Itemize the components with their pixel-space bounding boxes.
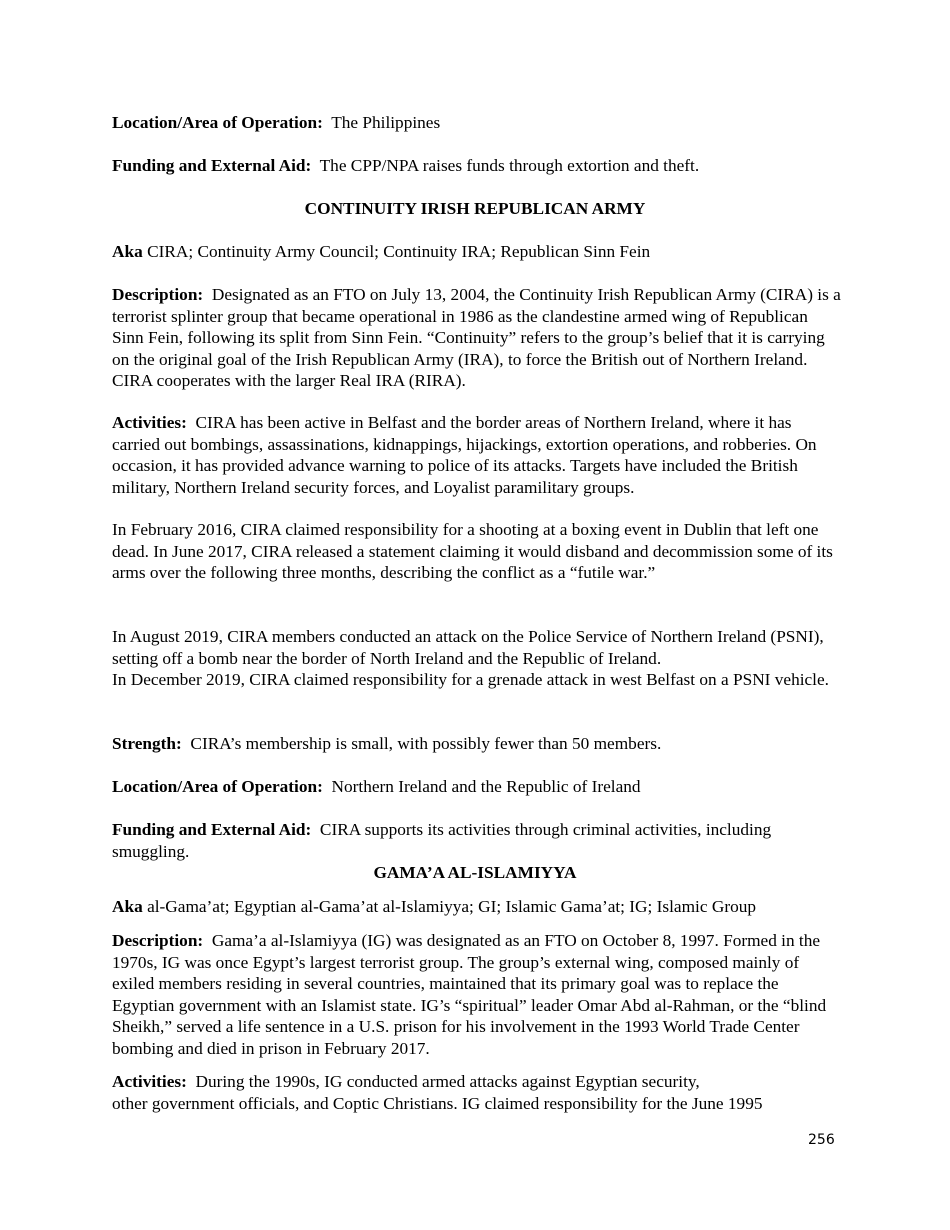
paragraph-label: Description: (112, 285, 204, 304)
paragraph-label: Activities: (112, 1072, 187, 1091)
paragraph-text: The Philippines (331, 113, 441, 132)
paragraph-text: Gama’a al-Islamiyya (IG) was designated as an FTO on October 8, 1997. Formed in the 1970s, IG was once Egypt’s largest terrorist group. The group’s external wing, composed mainly of exiled members residing in several countries, maintained that its primary goal was to replace the Egyptian government with an Islamist state. IG’s “spiritual” leader Omar Abd al-Rahman, or the “blind Sheikh,” served a life sentence in a U.S. prison for his involvement in the 1993 World Trade Center bombing and died in prison in February 2017. (112, 931, 827, 1058)
paragraph-label: Activities: (112, 413, 187, 432)
paragraph-line: In December 2019, CIRA claimed responsibility for a grenade attack in west Belfast on a PSNI vehicle. (112, 670, 829, 689)
description-paragraph-cira (112, 284, 842, 392)
location-paragraph-cira (112, 776, 842, 798)
strength-paragraph-cira (112, 733, 842, 755)
paragraph-text: Designated as an FTO on July 13, 2004, the Continuity Irish Republican Army (CIRA) is a terrorist splinter group that became operational in 1986 as the clandestine armed wing of Republican Sinn Fein, following its split from Sinn Fein. “Continuity” refers to the group’s belief that it is carrying on the original goal of the Irish Republican Army (IRA), to force the British out of Northern Ireland. CIRA cooperates with the larger Real IRA (RIRA). (112, 285, 841, 390)
funding-paragraph-cpp (112, 155, 842, 177)
paragraph-label: Funding and External Aid: (112, 820, 312, 839)
paragraph-text: CIRA supports its activities through criminal activities, including smuggling. (112, 820, 772, 861)
paragraph-label: Location/Area of Operation: (112, 113, 323, 132)
paragraph-label: Aka (112, 897, 143, 916)
paragraph-line: other government officials, and Coptic Christians. IG claimed responsibility for the June 1995 (112, 1093, 763, 1113)
aka-paragraph-ig (112, 896, 842, 918)
paragraph-text: Northern Ireland and the Republic of Ireland (331, 777, 641, 796)
description-paragraph-ig (112, 930, 842, 1059)
paragraph-label: Description: (112, 931, 204, 950)
page-number: 256 (808, 1132, 835, 1148)
paragraph-text: The CPP/NPA raises funds through extortion and theft. (319, 156, 700, 175)
activities-paragraph-cira (112, 412, 842, 498)
aka-paragraph-cira (112, 241, 842, 263)
paragraph-label: Strength: (112, 734, 182, 753)
section-heading-ig: GAMA’A AL-ISLAMIYYA (373, 863, 577, 882)
paragraph-label: Funding and External Aid: (112, 156, 312, 175)
attacks-paragraph-cira (112, 626, 842, 691)
location-paragraph-cpp (112, 112, 842, 134)
section-heading-cira: CONTINUITY IRISH REPUBLICAN ARMY (304, 199, 646, 218)
funding-paragraph-cira (112, 819, 842, 862)
paragraph-text: CIRA’s membership is small, with possibly fewer than 50 members. (190, 734, 662, 753)
paragraph-text: CIRA has been active in Belfast and the border areas of Northern Ireland, where it has carried out bombings, assassinations, kidnappings, hijackings, extortion operations, and robberies. On occasion, it has provided advance warning to police of its attacks. Targets have included the British military, Northern Ireland security forces, and Loyalist paramilitary groups. (112, 413, 817, 497)
paragraph-text: al-Gama’at; Egyptian al-Gama’at al-Islamiyya; GI; Islamic Gama’at; IG; Islamic Group (147, 897, 756, 916)
paragraph-line: During the 1990s, IG conducted armed attacks against Egyptian security, (195, 1072, 700, 1091)
paragraph-label: Location/Area of Operation: (112, 777, 323, 796)
paragraph-text: In February 2016, CIRA claimed responsibility for a shooting at a boxing event in Dublin that left one dead. In June 2017, CIRA released a statement claiming it would disband and decommission some of its arms over the following three months, describing the conflict as a “futile war.” (112, 520, 833, 582)
history-paragraph-cira (112, 519, 842, 584)
paragraph-line: In August 2019, CIRA members conducted an attack on the Police Service of Northern Ireland (PSNI), setting off a bomb near the border of North Ireland and the Republic of Ireland. (112, 627, 824, 668)
paragraph-label: Aka (112, 242, 143, 261)
paragraph-text: CIRA; Continuity Army Council; Continuity IRA; Republican Sinn Fein (147, 242, 651, 261)
activities-paragraph-ig (112, 1071, 842, 1114)
